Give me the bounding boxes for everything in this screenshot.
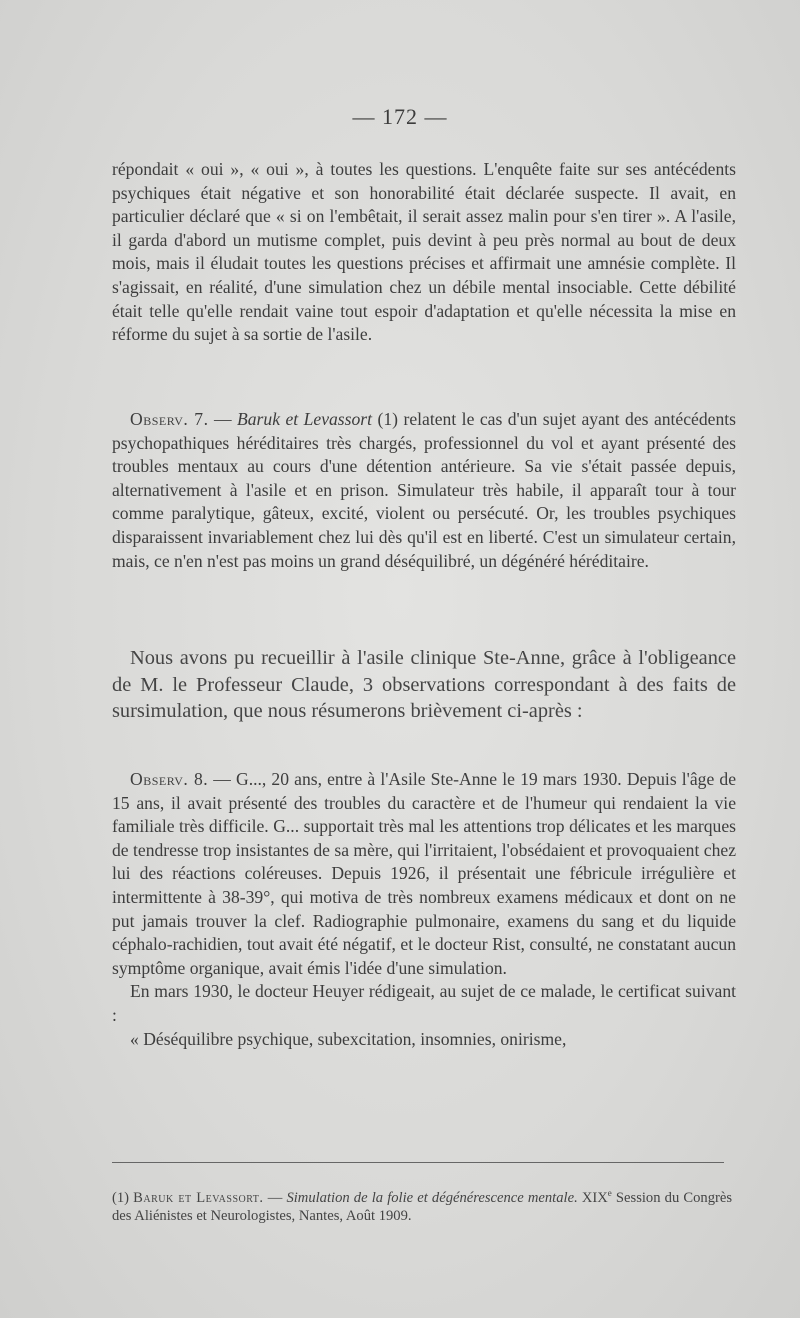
footnote-marker: (1) bbox=[112, 1189, 130, 1206]
observation-label: Observ. 8. bbox=[130, 769, 209, 789]
observation-8 bbox=[112, 768, 736, 1051]
observation-7 bbox=[112, 408, 736, 573]
paragraph-heuyer: En mars 1930, le docteur Heuyer rédigeait, au sujet de ce malade, le certificat suivant : bbox=[112, 981, 736, 1025]
footnote-session-sup: e bbox=[607, 1188, 612, 1198]
observation-label: Observ. 7. bbox=[130, 409, 209, 429]
observation-authors: Baruk et Levassort bbox=[237, 409, 373, 429]
paragraph-quote: « Déséquilibre psychique, subexcitation, insomnies, onirisme, bbox=[130, 1028, 567, 1049]
paragraph-continuation bbox=[112, 158, 736, 347]
page-number: — 172 — bbox=[352, 104, 448, 129]
observation-8-paragraph bbox=[112, 768, 736, 980]
observation-7-paragraph bbox=[112, 408, 736, 573]
footnote-divider bbox=[112, 1162, 724, 1163]
footnote-session-pre: XIX bbox=[577, 1189, 608, 1206]
footnote-authors: Baruk et Levassort. bbox=[133, 1189, 264, 1206]
observation-text: (1) relatent le cas d'un sujet ayant des antécédents psychopathiques héréditaires très chargés, professionnel du vol et ayant présenté des troubles mentaux au cours d'une détention antérieure. Sa vie s'était passée depuis, alternativement à l'asile et en prison. Simulateur très habile, il apparaît tour à tour comme paralytique, gâteux, excité, violent ou persécuté. Or, les troubles psychiques disparaissent invariablement chez lui dès qu'il est en liberté. C'est un simulateur certain, mais, ce n'en n'est pas moins un grand déséquilibré, un dégénéré héréditaire. bbox=[112, 409, 736, 571]
footnote-title: Simulation de la folie et dégénérescence mentale. bbox=[286, 1189, 578, 1206]
observation-text: — G..., 20 ans, entre à l'Asile Ste-Anne le 19 mars 1930. Depuis l'âge de 15 ans, il avait présenté des troubles du caractère et de l'humeur qui rendaient la vie familiale très difficile. G... supportait très mal les attentions trop délicates et les marques de tendresse trop insistantes de sa mère, qui l'irritaient, l'obsédaient et provoquaient chez lui des réactions coléreuses. Depuis 1926, il présentait une fébricule irrégulière et intermittente à 38-39°, qui motiva de très nombreux examens médicaux et dont on ne put jamais trouver la clef. Radiographie pulmonaire, examens du sang et du liquide céphalo-rachidien, tout avait été négatif, et le docteur Rist, consulté, ne constatant aucun symptôme organique, avait émis l'idée d'une simulation. bbox=[112, 769, 736, 978]
footnote bbox=[112, 1184, 732, 1225]
footnote-session-post: Session du Congrès des Aliénistes et Neurologistes, Nantes, Août 1909. bbox=[112, 1189, 733, 1225]
paragraph-text: répondait « oui », « oui », à toutes les questions. L'enquête faite sur ses antécédents psychiques était négative et son honorabilité était déclarée suspecte. Il avait, en particulier déclaré que « si on l'embêtait, il serait assez malin pour s'en tirer ». A l'asile, il garda d'abord un mutisme complet, puis devint à peu près normal au bout de deux mois, mais il éludait toutes les questions précises et affirmait une amnésie complète. Il s'agissait, en réalité, d'une simulation chez un débile mental insociable. Cette débilité était telle qu'elle rendait vaine tout espoir d'adaptation et qu'elle nécessita la mise en réforme du sujet à sa sortie de l'asile. bbox=[112, 159, 736, 345]
dash: — bbox=[208, 409, 237, 429]
footnote-dash: — bbox=[263, 1189, 287, 1206]
section-intro-text: Nous avons pu recueillir à l'asile clinique Ste-Anne, grâce à l'obligeance de M. le Professeur Claude, 3 observations correspondant à des faits de sursimulation, que nous résumerons brièvement ci-après : bbox=[112, 647, 736, 723]
section-intro bbox=[112, 645, 736, 725]
